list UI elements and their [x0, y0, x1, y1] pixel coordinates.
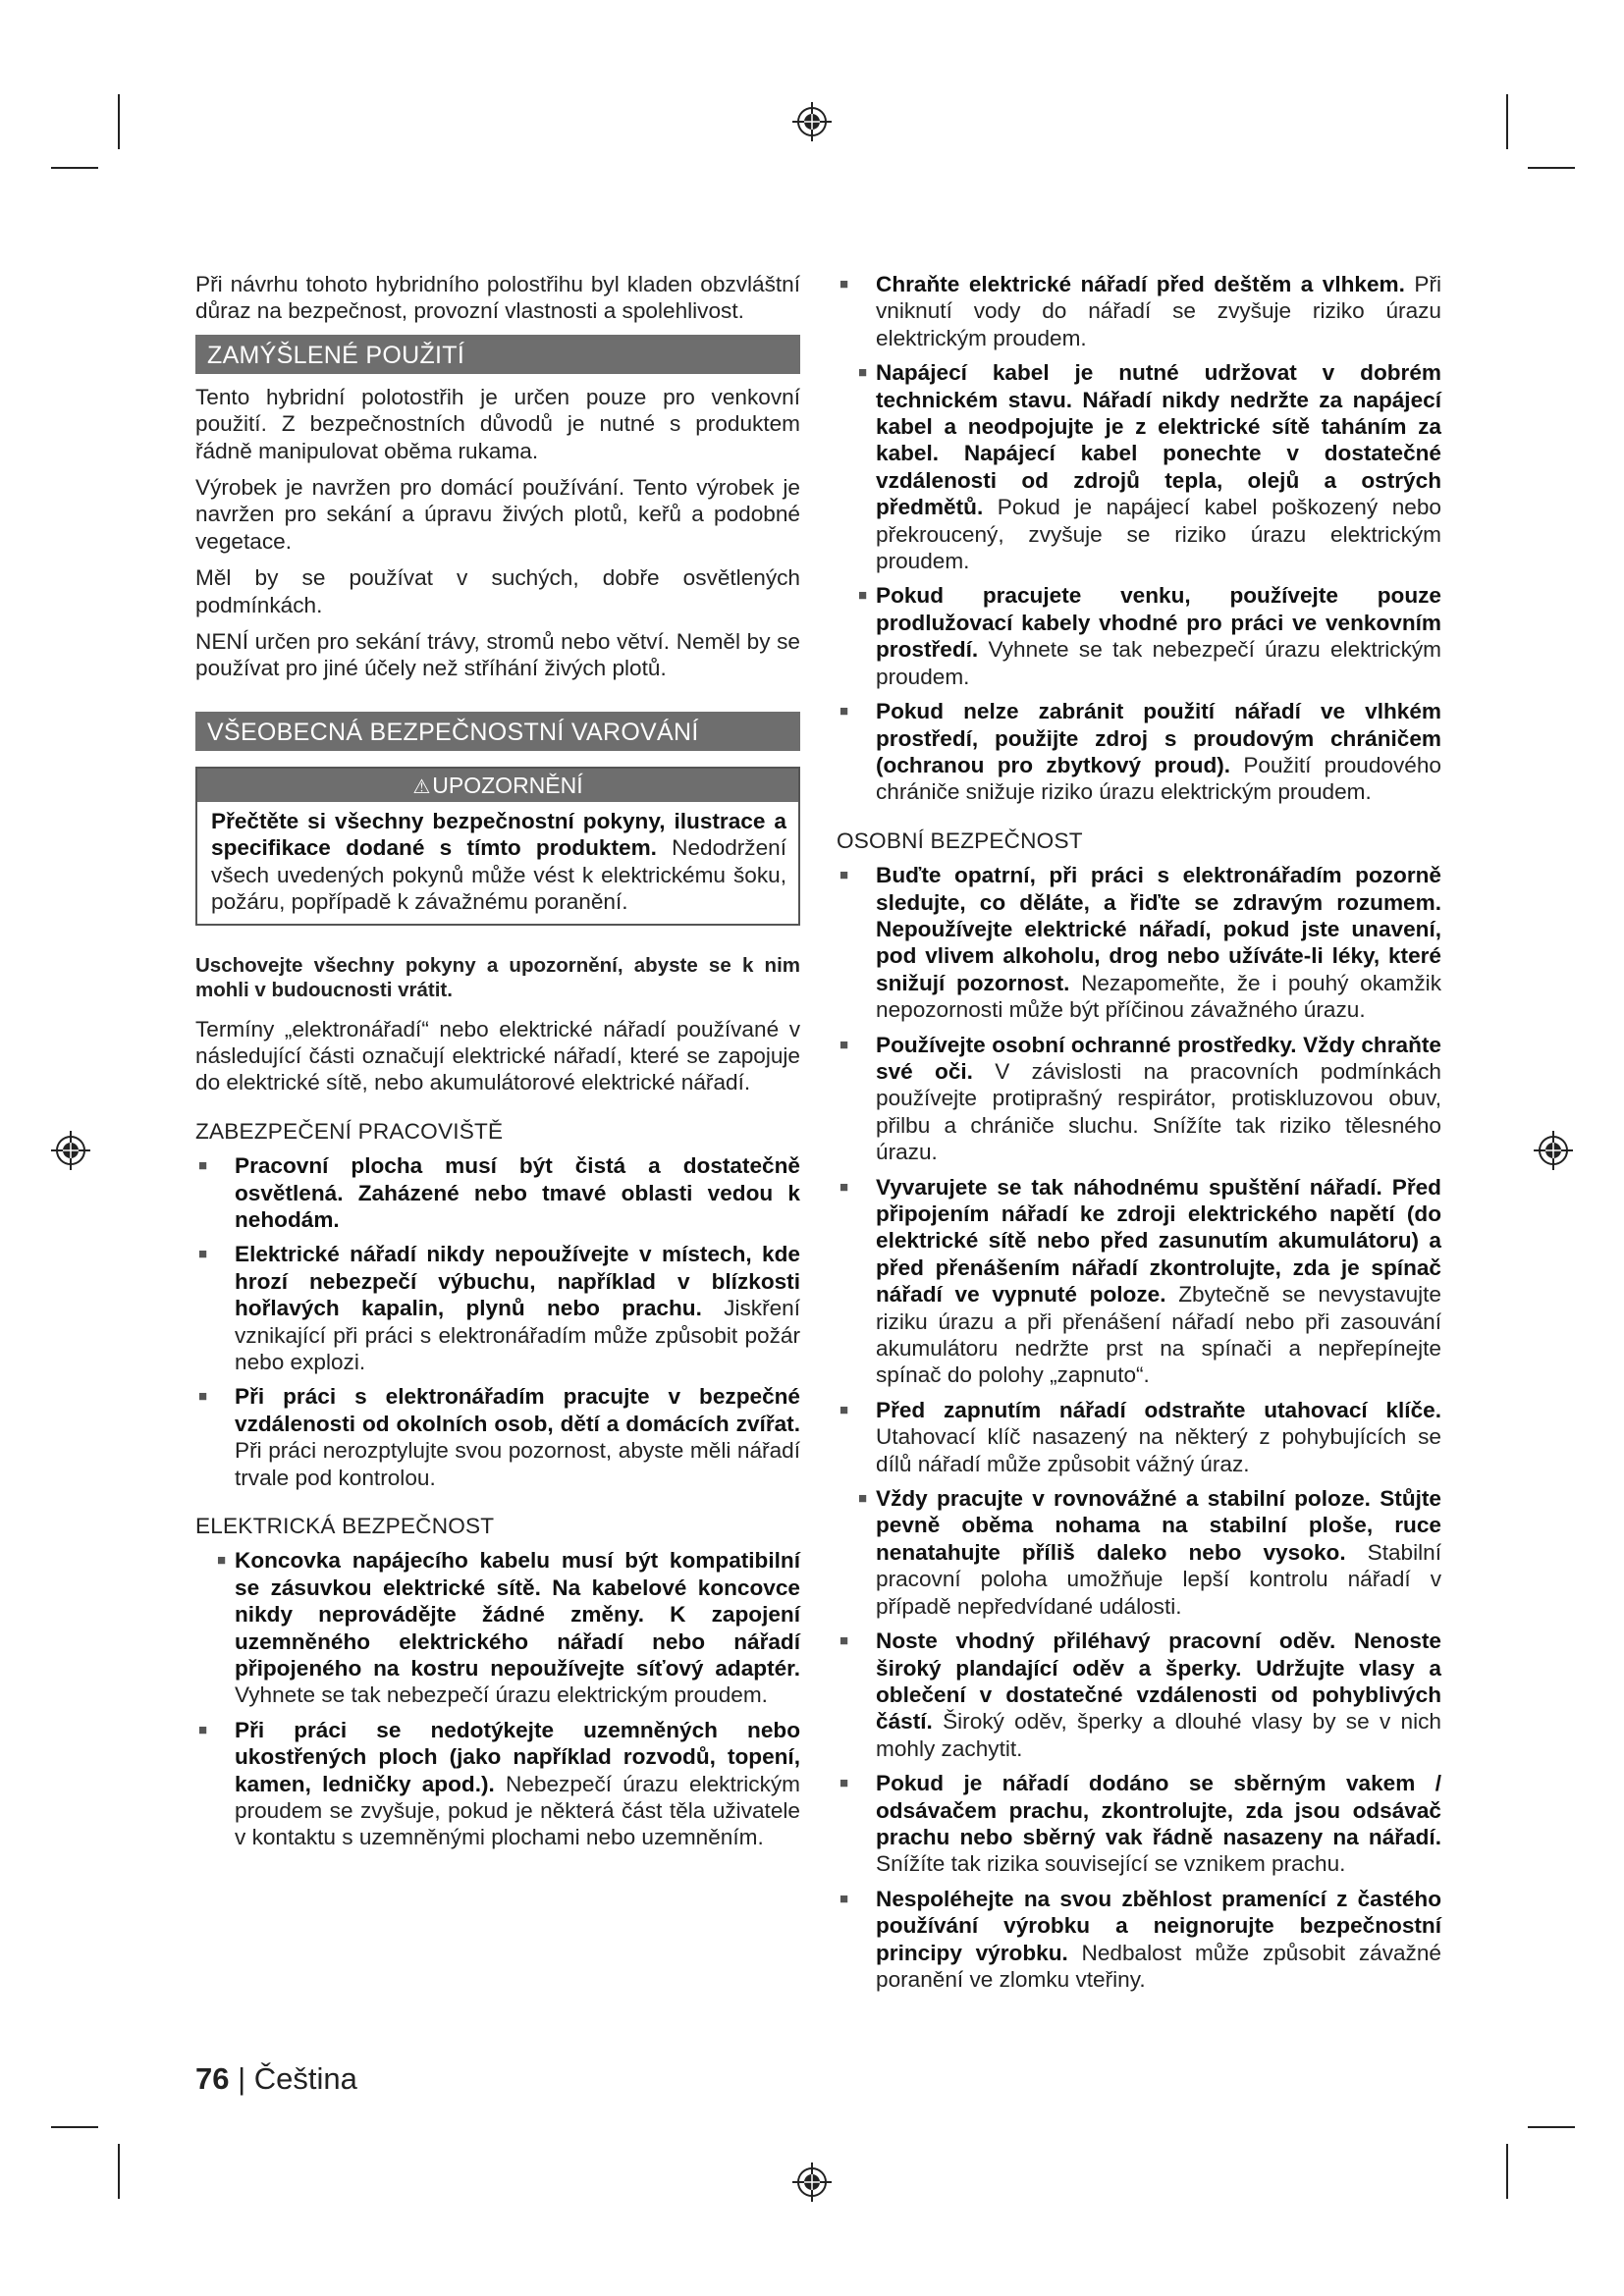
- bullet-icon: ■: [839, 703, 849, 721]
- crop-mark-br-h: [1528, 2126, 1575, 2128]
- list-item: ■ Před zapnutím nářadí odstraňte utahovací klíče. Utahovací klíč nasazený na některý z pohybujících se dílů nářadí může způsobit vážný úraz.: [839, 1397, 1441, 1476]
- list-item: ■ Pokud nelze zabránit použití nářadí ve vlhkém prostředí, použijte zdroj s proudovým chráničem (ochranou pro zbytkový proud). Použití proudového chrániče snižuje riziko úrazu elektrickým proudem.: [839, 699, 1441, 805]
- bullet-icon: ■: [198, 1246, 208, 1263]
- bullet-icon: ■: [858, 1490, 868, 1508]
- intro-paragraph: Při návrhu tohoto hybridního polostřihu byl kladen obzvláštní důraz na bezpečnost, provozní vlastnosti a spolehlivost.: [195, 272, 800, 324]
- footer-separator: |: [238, 2061, 246, 2096]
- bullet-icon: ■: [858, 587, 868, 605]
- registration-mark-bottom-icon: [790, 2161, 834, 2204]
- list-item: ■ Napájecí kabel je nutné udržovat v dobrém technickém stavu. Nářadí nikdy nedržte za napájecí kabel a neodpojujte je z elektrické sítě taháním za kabel. Napájecí kabel ponechte v dostatečné vzdálenosti od zdrojů tepla, olejů a ostrých předmětů. Pokud je napájecí kabel poškozený nebo překroucený, zvyšuje se riziko úrazu elektrickým proudem.: [858, 360, 1441, 574]
- warning-box: [195, 767, 800, 926]
- registration-mark-left-icon: [49, 1129, 92, 1172]
- list-item: ■ Vyvarujete se tak náhodnému spuštění nářadí. Před připojením nářadí ke zdroji elektrického napětí (do elektrické sítě nebo před zasunutím akumulátoru) a před přenášením nářadí zkontrolujte, zda je spínač nářadí ve vypnuté poloze. Zbytečně se nevystavujte riziku úrazu a při přenášení nářadí nebo při zasouvání akumulátoru nedržte prst na spínači a nepřepínejte spínač do polohy „zapnuto“.: [839, 1174, 1441, 1388]
- crop-mark-tl-h: [51, 167, 98, 169]
- bullet-icon: ■: [839, 1036, 849, 1053]
- page-footer: [195, 2061, 357, 2097]
- intended-use-p3: Měl by se používat v suchých, dobře osvětlených podmínkách.: [195, 565, 800, 617]
- bullet-icon: ■: [839, 867, 849, 884]
- list-item: ■ Používejte osobní ochranné prostředky. Vždy chraňte své oči. V závislosti na pracovních podmínkách používejte protiprašný respirátor, protiskluzovou obuv, přilbu a chrániče sluchu. Snížíte tak riziko tělesného úrazu.: [839, 1032, 1441, 1165]
- intended-use-heading: ZAMÝŠLENÉ POUŽITÍ: [195, 335, 800, 374]
- warning-title-bar: [197, 769, 798, 802]
- bullet-icon: ■: [858, 364, 868, 382]
- bullet-icon: ■: [198, 1388, 208, 1406]
- warning-triangle-icon: ⚠: [412, 775, 431, 798]
- warning-text: Nedodržení všech uvedených pokynů může vést k elektrickému šoku, požáru, popřípadě k závažnému poranění.: [211, 835, 786, 915]
- list-item: ■ Při práci se nedotýkejte uzemněných nebo ukostřených ploch (jako například rozvodů, topení, kamen, ledničky apod.). Nebezpečí úrazu elektrickým proudem se zvyšuje, pokud je některá část těla uživatele v kontaktu s uzemněnými plochami nebo uzemněním.: [198, 1717, 800, 1850]
- list-item: ■ Buďte opatrní, při práci s elektronářadím pozorně sledujte, co děláte, a řiďte se zdravým rozumem. Nepoužívejte elektrické nářadí, pokud jste unavení, pod vlivem alkoholu, drog nebo užíváte-li léky, které snižují pozornost. Nezapomeňte, že i pouhý okamžik nepozornosti může být příčinou závažného úrazu.: [839, 863, 1441, 1023]
- footer-language: Čeština: [253, 2061, 357, 2096]
- bullet-icon: ■: [198, 1157, 208, 1175]
- bullet-icon: ■: [839, 1632, 849, 1650]
- crop-mark-tr-h: [1528, 167, 1575, 169]
- crop-mark-bl-h: [51, 2126, 98, 2128]
- right-column: [837, 271, 1441, 2001]
- electrical-continued-list: [837, 271, 1441, 806]
- electrical-list: [195, 1547, 800, 1850]
- keep-instructions-note: Uschovejte všechny pokyny a upozornění, abyste se k nim mohli v budoucnosti vrátit.: [195, 953, 800, 1001]
- bullet-icon: ■: [839, 276, 849, 293]
- list-item: ■ Nespoléhejte na svou zběhlost pramenící z častého používání výrobku a neignorujte bezpečnostní principy výrobku. Nedbalost může způsobit závažné poranění ve zlomku vteřiny.: [839, 1886, 1441, 1992]
- list-item: ■ Při práci s elektronářadím pracujte v bezpečné vzdálenosti od okolních osob, dětí a domácích zvířat. Při práci nerozptylujte svou pozornost, abyste měli nářadí trvale pod kontrolou.: [198, 1384, 800, 1490]
- bullet-icon: ■: [839, 1775, 849, 1792]
- crop-mark-tl-v: [118, 94, 120, 149]
- intended-use-p4: NENÍ určen pro sekání trávy, stromů nebo větví. Neměl by se používat pro jiné účely než stříhání živých plotů.: [195, 629, 800, 681]
- list-item: ■ Vždy pracujte v rovnovážné a stabilní poloze. Stůjte pevně oběma nohama na stabilní ploše, ruce nenatahujte příliš daleko nebo vysoko. Stabilní pracovní poloha umožňuje lepší kontrolu nářadí v případě nepředvídané události.: [858, 1486, 1441, 1619]
- list-item: ■ Chraňte elektrické nářadí před deštěm a vlhkem. Při vniknutí vody do nářadí se zvyšuje riziko úrazu elektrickým proudem.: [839, 272, 1441, 350]
- warning-title: UPOZORNĚNÍ: [432, 772, 583, 798]
- list-item: ■ Noste vhodný přiléhavý pracovní oděv. Nenoste široký plandající oděv a šperky. Udržujte vlasy a oblečení v dostatečné vzdálenosti od pohyblivých částí. Široký oděv, šperky a dlouhé vlasy by se v nich mohly zachytit.: [839, 1629, 1441, 1761]
- general-warnings-heading: VŠEOBECNÁ BEZPEČNOSTNÍ VAROVÁNÍ: [195, 712, 800, 751]
- crop-mark-tr-v: [1506, 94, 1508, 149]
- workplace-list: [195, 1152, 800, 1491]
- list-item: ■ Pokud pracujete venku, používejte pouze prodlužovací kabely vhodné pro práci ve venkovním prostředí. Vyhnete se tak nebezpečí úrazu elektrickým proudem.: [858, 583, 1441, 689]
- bullet-icon: ■: [198, 1721, 208, 1738]
- bullet-icon: ■: [839, 1178, 849, 1196]
- list-item: ■ Elektrické nářadí nikdy nepoužívejte v místech, kde hrozí nebezpečí výbuchu, například v blízkosti hořlavých kapalin, plynů nebo prachu. Jiskření vznikající při práci s elektronářadím může způsobit požár nebo explozi.: [198, 1242, 800, 1374]
- left-column: [195, 271, 800, 1859]
- page-number: 76: [195, 2061, 230, 2096]
- terms-paragraph: Termíny „elektronářadí“ nebo elektrické nářadí používané v následující části označují elektrické nářadí, které se zapojuje do elektrické sítě, nebo akumulátorové elektrické nářadí.: [195, 1016, 800, 1095]
- bullet-icon: ■: [839, 1890, 849, 1907]
- bullet-icon: ■: [839, 1401, 849, 1418]
- crop-mark-br-v: [1506, 2144, 1508, 2199]
- personal-safety-heading: OSOBNÍ BEZPEČNOST: [837, 828, 1083, 853]
- intended-use-p2: Výrobek je navržen pro domácí používání. Tento výrobek je navržen pro sekání a úpravu živých plotů, keřů a podobné vegetace.: [195, 475, 800, 554]
- registration-mark-right-icon: [1532, 1129, 1575, 1172]
- list-item: ■ Koncovka napájecího kabelu musí být kompatibilní se zásuvkou elektrické sítě. Na kabelové koncovce nikdy neprovádějte žádné změny. K zapojení uzemněného elektrického nářadí nebo nářadí připojeného na kostru nepoužívejte síťový adaptér. Vyhnete se tak nebezpečí úrazu elektrickým proudem.: [217, 1548, 800, 1708]
- intended-use-p1: Tento hybridní polotostřih je určen pouze pro venkovní použití. Z bezpečnostních důvodů je nutné s produktem řádně manipulovat oběma rukama.: [195, 384, 800, 463]
- registration-mark-top-icon: [790, 100, 834, 143]
- warning-bold-text: Přečtěte si všechny bezpečnostní pokyny, ilustrace a specifikace dodané s tímto produktem.: [211, 808, 786, 861]
- bullet-icon: ■: [217, 1552, 227, 1570]
- electrical-heading: ELEKTRICKÁ BEZPEČNOST: [195, 1514, 495, 1538]
- personal-safety-list: [837, 862, 1441, 1993]
- crop-mark-bl-v: [118, 2144, 120, 2199]
- warning-body: [197, 802, 798, 924]
- list-item: ■ Pracovní plocha musí být čistá a dostatečně osvětlená. Zaházené nebo tmavé oblasti vedou k nehodám.: [198, 1153, 800, 1232]
- list-item: ■ Pokud je nářadí dodáno se sběrným vakem / odsávačem prachu, zkontrolujte, zda jsou odsávač prachu nebo sběrný vak řádně nasazeny na nářadí. Snížíte tak rizika související se vznikem prachu.: [839, 1771, 1441, 1877]
- workplace-heading: ZABEZPEČENÍ PRACOVIŠTĚ: [195, 1118, 504, 1144]
